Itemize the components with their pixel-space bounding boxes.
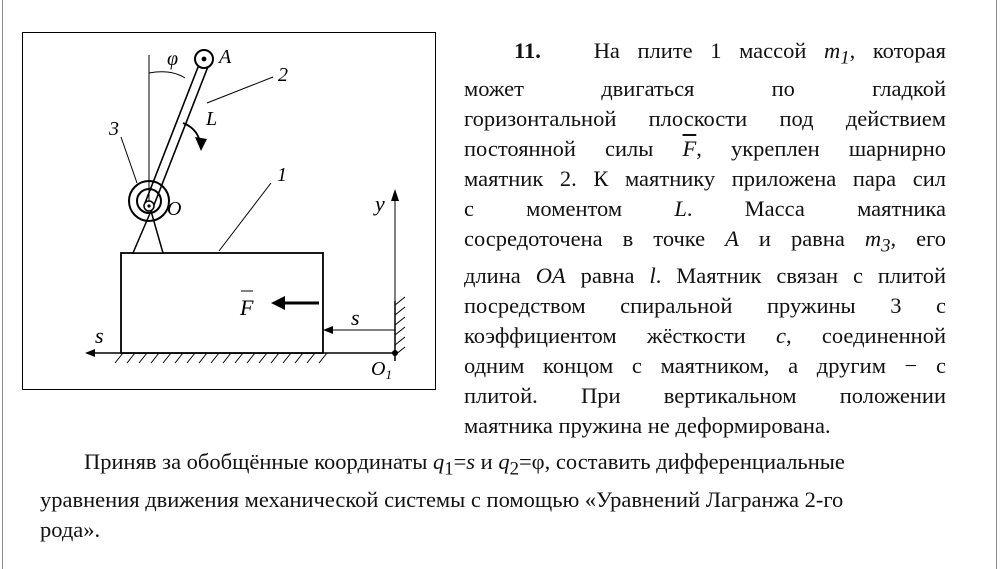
label-phi: φ bbox=[167, 48, 179, 70]
problem-line-6: с моментом L. Масса маятника bbox=[464, 195, 946, 221]
leader-3 bbox=[121, 137, 137, 183]
problem-line-2: может двигаться по гладкой bbox=[464, 75, 946, 101]
problem-line-3: горизонтальной плоскости под действием bbox=[464, 105, 946, 131]
page-edge-left bbox=[2, 0, 3, 569]
problem-line-11: одним концом с маятником, а другим − с bbox=[464, 353, 946, 378]
mechanism-figure bbox=[22, 32, 436, 390]
label-O: O bbox=[167, 198, 182, 220]
label-s-right: s bbox=[351, 305, 360, 330]
task-line-3: рода». bbox=[40, 516, 101, 542]
phi-arc bbox=[149, 72, 185, 78]
page-edge-right bbox=[996, 0, 997, 569]
label-s-left: s bbox=[95, 323, 104, 348]
label-A: A bbox=[219, 46, 232, 68]
problem-line-10: коэффициентом жёсткости c, соединенной bbox=[464, 323, 946, 348]
label-y: y bbox=[375, 191, 385, 216]
ground-hatching bbox=[89, 353, 395, 363]
mechanism-diagram bbox=[23, 33, 437, 391]
problem-line-9: посредством спиральной пружины 3 с bbox=[464, 293, 946, 318]
label-L: L bbox=[206, 108, 218, 130]
task-line-1: Приняв за обобщённые координаты $q_1=s$ и $q_2=\varphi$, составить дифференциальные bbox=[84, 449, 845, 480]
origin-O1 bbox=[392, 350, 398, 356]
label-3: 3 bbox=[109, 118, 119, 140]
label-2: 2 bbox=[278, 64, 288, 86]
problem-number: 11. bbox=[514, 38, 541, 63]
problem-line-13: маятника пружина не деформирована. bbox=[464, 413, 831, 438]
pendulum-rod bbox=[145, 62, 209, 205]
problem-line-4: постоянной силы $\overline{F}$, укреплен шарнирно bbox=[464, 135, 947, 161]
label-O1: $O_1$ bbox=[371, 358, 392, 382]
leader-1 bbox=[219, 183, 271, 251]
problem-line-1: 11. На плите 1 массой $m_1$, которая bbox=[514, 38, 946, 69]
problem-line-7: сосредоточена в точке A и равна $m_3$, его bbox=[464, 225, 946, 256]
task-statement bbox=[40, 447, 960, 545]
task-line-2: уравнения движения механической системы с помощью «Уравнений Лагранжа 2-го bbox=[40, 486, 844, 512]
problem-line-12: плитой. При вертикальном положении bbox=[464, 383, 946, 408]
problem-line-8: длина OA равна l. Маятник связан с плитой bbox=[464, 263, 947, 288]
problem-line-5: маятник 2. К маятнику приложена пара сил bbox=[464, 165, 946, 191]
problem-statement bbox=[464, 36, 946, 441]
label-F: F bbox=[240, 295, 254, 320]
label-1: 1 bbox=[277, 164, 287, 186]
leader-2 bbox=[207, 77, 273, 103]
